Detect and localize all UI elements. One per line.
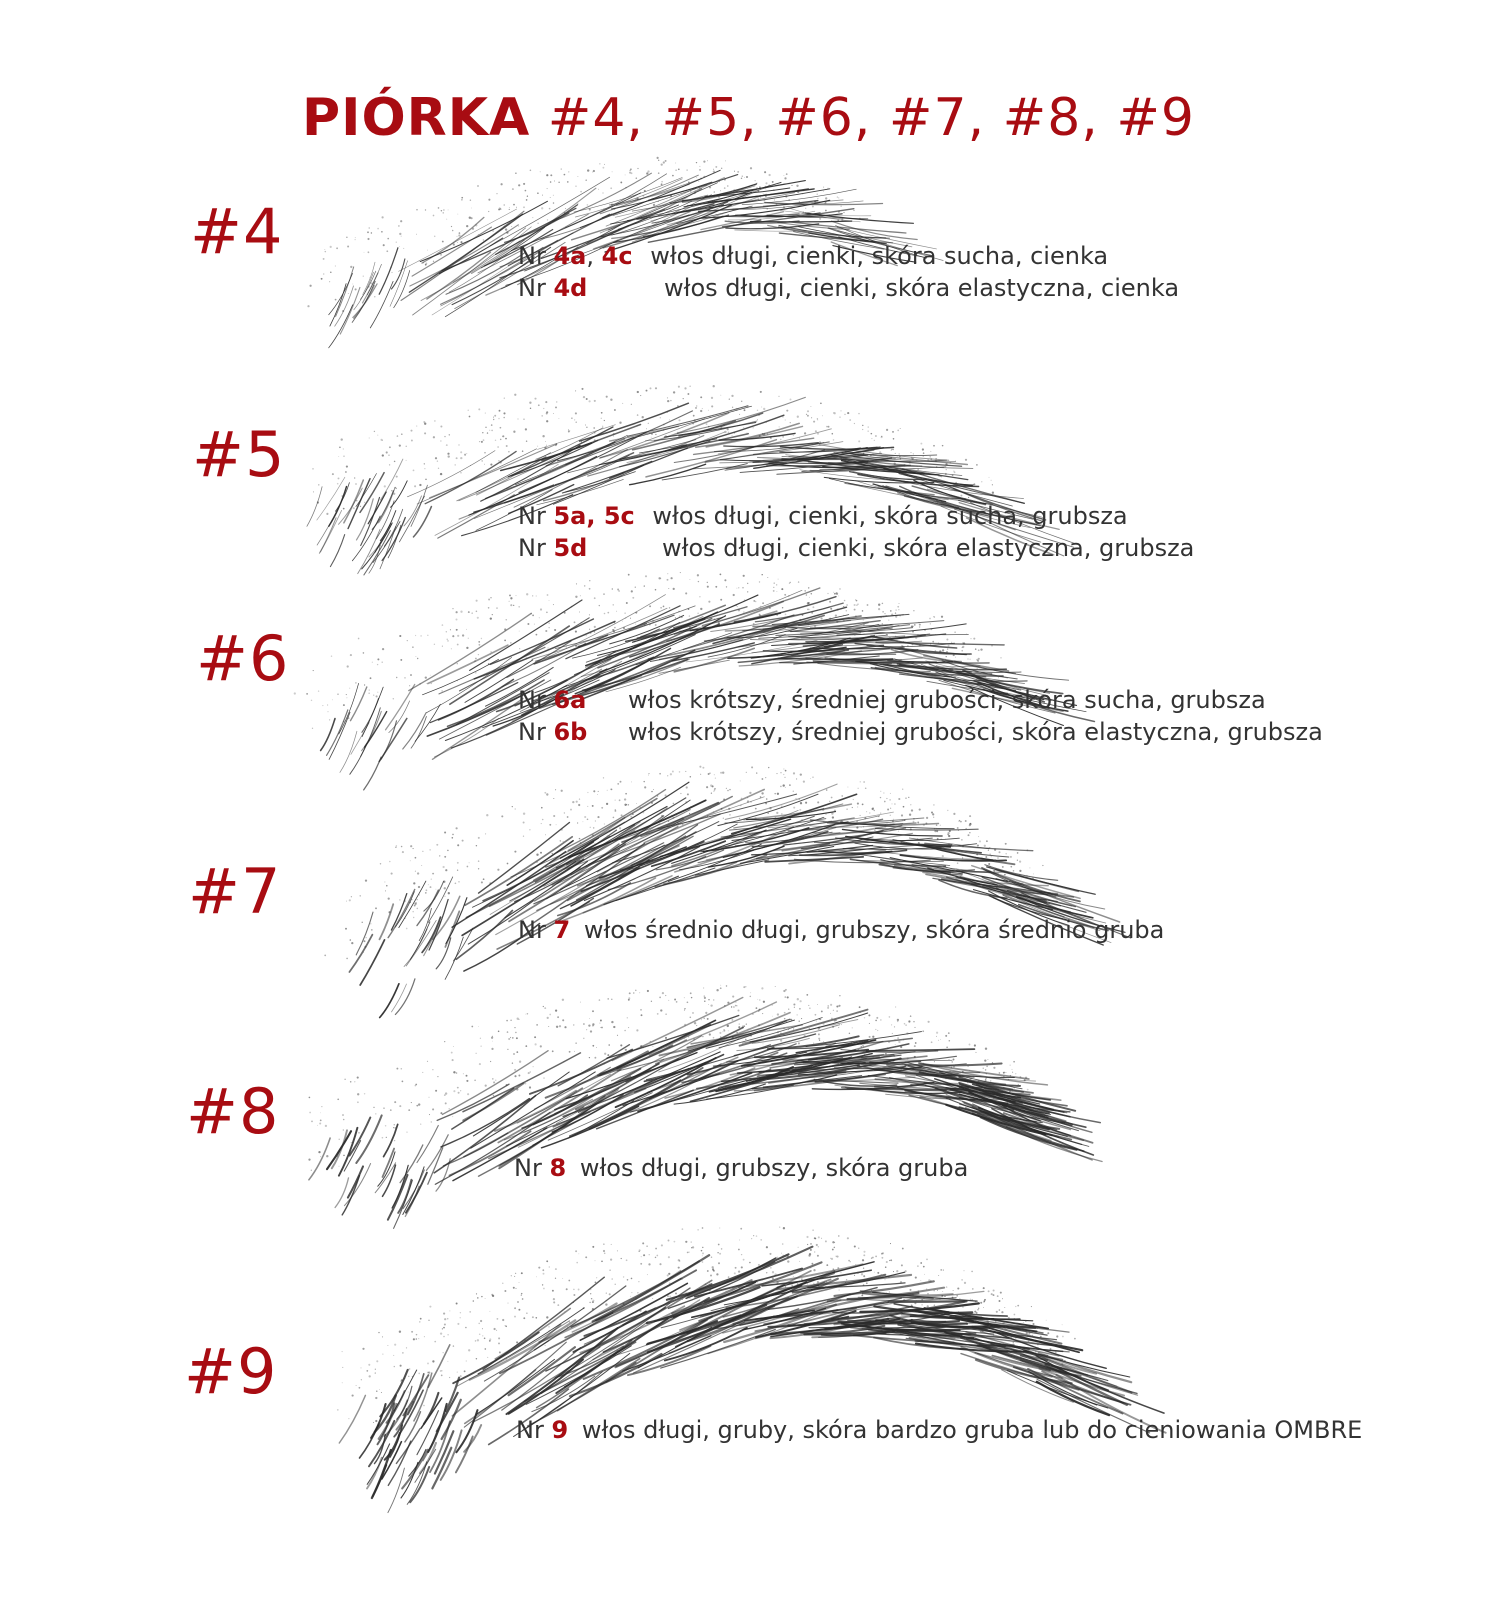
prefix: Nr: [516, 1416, 544, 1444]
prefix: Nr: [518, 274, 546, 302]
description: włos długi, gruby, skóra bardzo gruba lub do cieniowania OMBRE: [581, 1416, 1363, 1444]
row-4-line-2: [518, 272, 587, 304]
code: 9: [551, 1416, 569, 1444]
code: 7: [553, 916, 571, 944]
separator: ,: [586, 242, 595, 270]
row-label-6: #6: [196, 622, 290, 695]
code: 6b: [553, 718, 588, 746]
row-5-line-1: [518, 500, 1128, 532]
title-bold: PIÓRKA: [302, 88, 531, 148]
prefix: Nr: [518, 718, 546, 746]
row-4-line-1: [518, 240, 1108, 272]
eyebrow-6: [294, 572, 1095, 790]
row-label-9: #9: [184, 1335, 278, 1408]
description: włos długi, cienki, skóra sucha, grubsza: [652, 502, 1128, 530]
code: 4c: [601, 242, 633, 270]
description: włos długi, grubszy, skóra gruba: [579, 1154, 969, 1182]
description: włos średnio długi, grubszy, skóra średnio gruba: [583, 916, 1165, 944]
row-8-line-1: [514, 1152, 968, 1184]
row-label-7: #7: [188, 855, 282, 928]
code: 5d: [553, 534, 588, 562]
row-6-line-2: [518, 716, 587, 748]
eyebrow-8: [308, 985, 1102, 1229]
row-6-line-1: [518, 684, 586, 716]
code: 4a: [553, 242, 587, 270]
title-rest: #4, #5, #6, #7, #8, #9: [547, 88, 1195, 148]
code: 4d: [553, 274, 588, 302]
eyebrow-9: [337, 1227, 1166, 1513]
row-7-line-1: [518, 914, 1164, 946]
row-5-line-2-text: włos długi, cienki, skóra elastyczna, grubsza: [662, 534, 1195, 562]
row-5-line-2: [518, 532, 587, 564]
description: włos długi, cienki, skóra sucha, cienka: [650, 242, 1109, 270]
prefix: Nr: [518, 916, 546, 944]
eyebrow-7: [324, 766, 1130, 1018]
row-9-line-1: [516, 1414, 1362, 1446]
prefix: Nr: [518, 242, 546, 270]
prefix: Nr: [518, 502, 546, 530]
row-label-8: #8: [186, 1075, 280, 1148]
code: 6a: [553, 686, 587, 714]
code: 8: [549, 1154, 567, 1182]
row-6-line-2-text: włos krótszy, średniej grubości, skóra elastyczna, grubsza: [628, 718, 1323, 746]
row-label-5: #5: [192, 418, 286, 491]
row-6-line-1-text: włos krótszy, średniej grubości, skóra sucha, grubsza: [628, 686, 1266, 714]
prefix: Nr: [518, 534, 546, 562]
prefix: Nr: [514, 1154, 542, 1182]
row-4-line-2-text: włos długi, cienki, skóra elastyczna, cienka: [664, 274, 1180, 302]
row-label-4: #4: [190, 195, 284, 268]
code: 5a, 5c: [553, 502, 635, 530]
prefix: Nr: [518, 686, 546, 714]
